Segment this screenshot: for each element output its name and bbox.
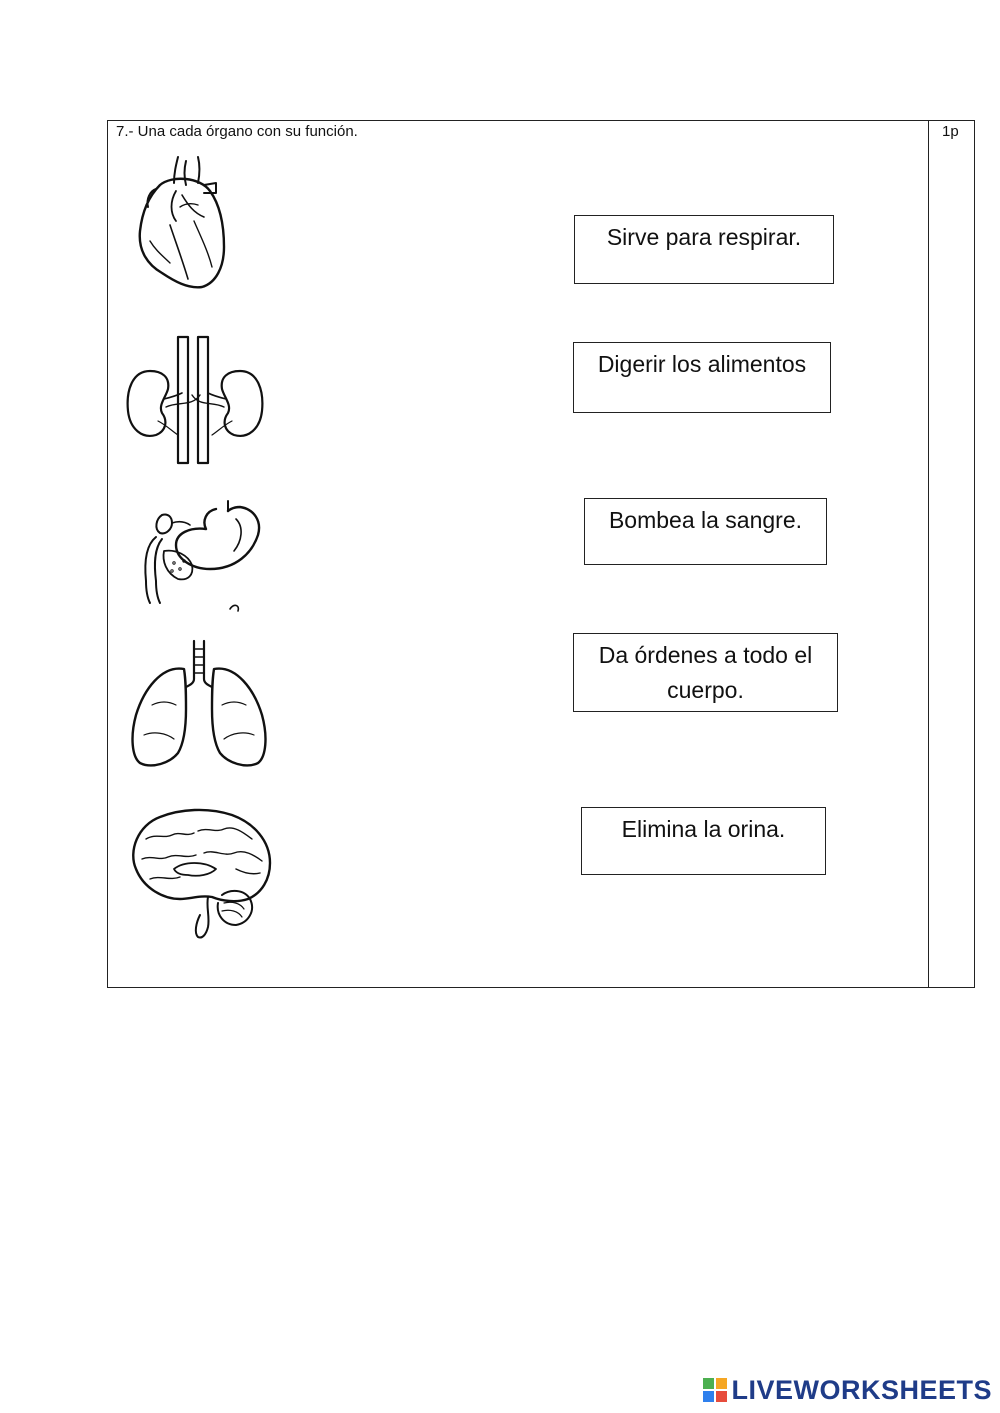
exercise-table [107, 120, 975, 988]
liveworksheets-mark-icon [703, 1378, 727, 1402]
answer-box-pump-blood[interactable]: Bombea la sangre. [584, 498, 827, 565]
heart-icon[interactable] [120, 155, 240, 291]
kidneys-icon[interactable] [122, 335, 268, 465]
answer-box-brain-orders[interactable]: Da órdenes a todo el cuerpo. [573, 633, 838, 712]
lungs-icon[interactable] [126, 639, 272, 769]
points-column-divider [928, 121, 929, 987]
answer-box-breathe[interactable]: Sirve para respirar. [574, 215, 834, 284]
answer-box-digest[interactable]: Digerir los alimentos [573, 342, 831, 413]
brain-icon[interactable] [124, 803, 276, 943]
question-title: 7.- Una cada órgano con su función. [116, 123, 358, 140]
points-label: 1p [942, 123, 959, 140]
liveworksheets-wordmark: LIVEWORKSHEETS [731, 1374, 992, 1405]
liveworksheets-logo [703, 1373, 992, 1407]
stomach-icon[interactable] [136, 499, 284, 615]
answer-box-urine[interactable]: Elimina la orina. [581, 807, 826, 875]
